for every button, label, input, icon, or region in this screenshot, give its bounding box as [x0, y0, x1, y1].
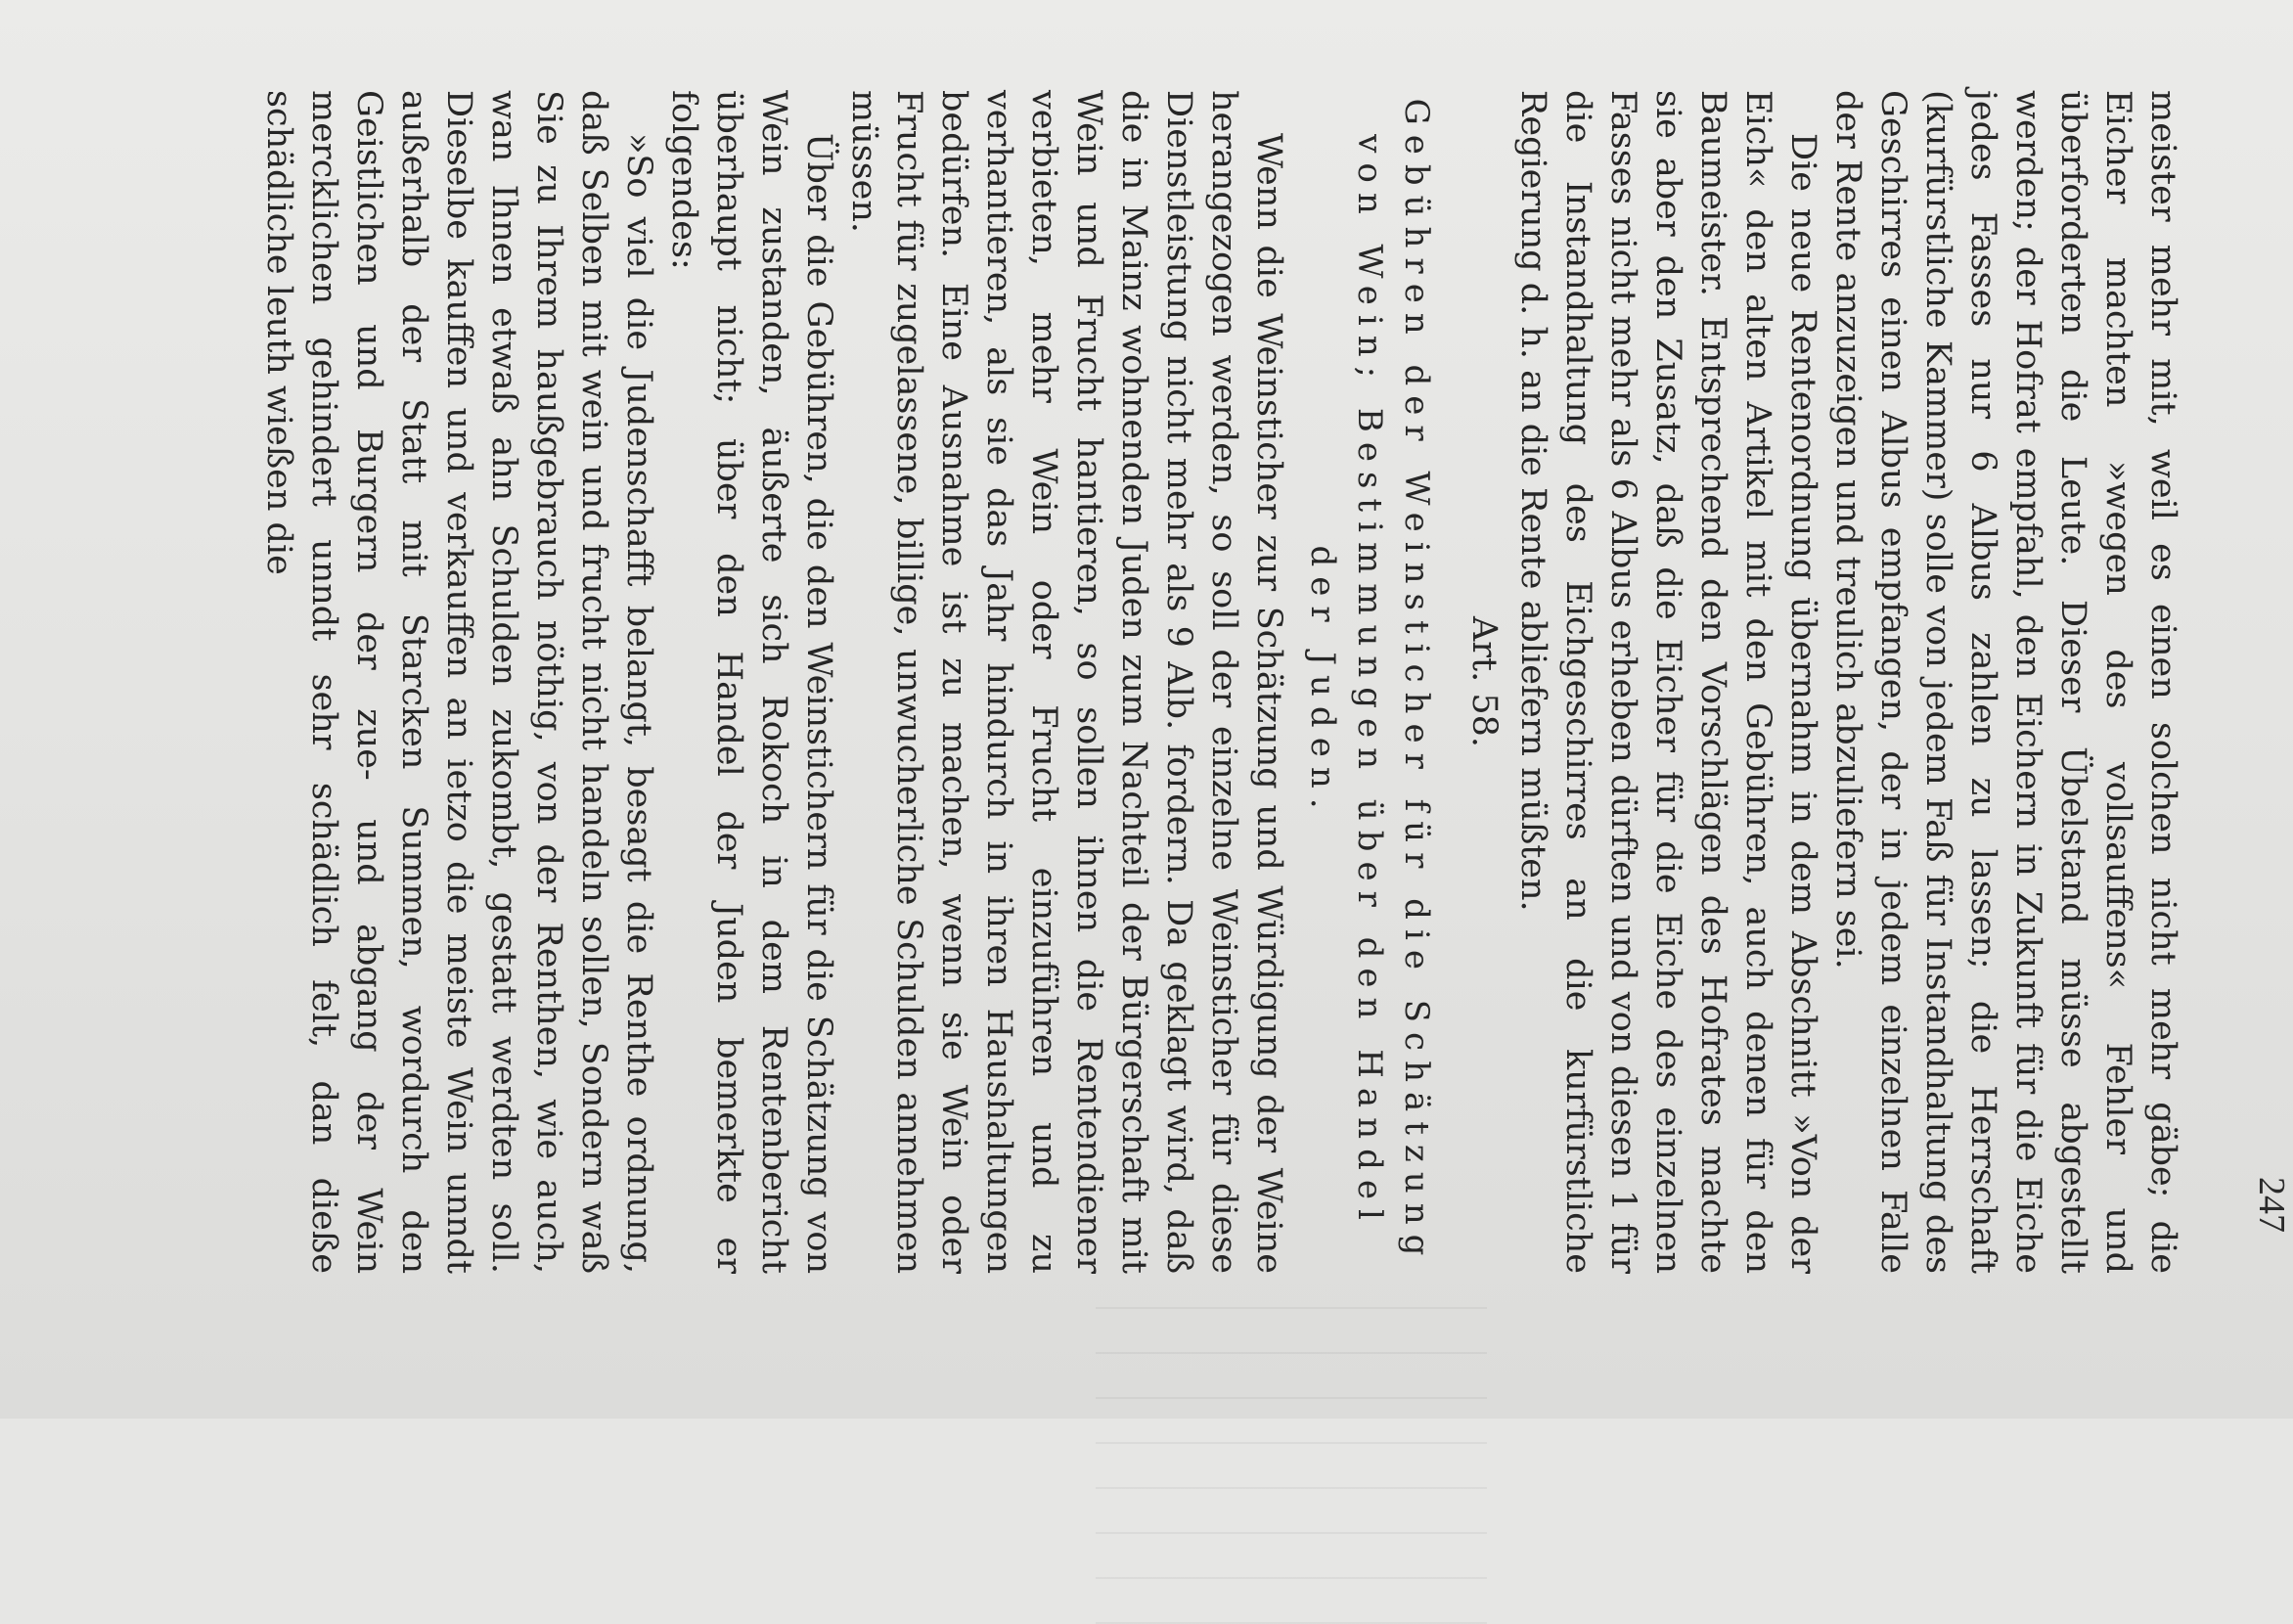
- paragraph-rokoch-report: Über die Gebühren, die den Weinstichern für die Schätzung von Wein zustanden, äußerte sich Rokoch in dem Rentenbericht überhaupt nicht; über den Handel der Juden bemerkte er folgendes:: [664, 90, 838, 1274]
- page-number: 247: [2251, 1177, 2292, 1233]
- paragraph-new-rentenordnung: Die neue Rentenordnung übernahm in dem Abschnitt »Von der Eich« den alten Artikel mit den Gebühren, auch denen für den Baumeister. Entsprechend den Vorschlägen des Hofrates machte sie aber den Zusatz, daß die Eicher für die Eiche des einzelnen Fasses nicht mehr als 6 Albus erheben dürften und von diesen 1 für die Instandhaltung des Eichgeschirres an die kurfürstliche Regierung d. h. an die Rente abliefern müßten.: [1513, 90, 1822, 1274]
- paragraph-quotation: »So viel die Judenschafft belangt, besagt die Renthe ordnung, daß Selben mit wein und frucht nicht handeln sollen, Sondern waß Sie zu Ihrem haußgebrauch nöthig, von der Renthen, wie auch, wan Ihnen etwaß ahn Schulden zukombt, gestatt werdten soll. Dieselbe kauffen und verkauffen an ietzo die meiste Wein unndt außerhalb der Statt mit Starcken Summen, wordurch den Geistlichen und Burgern der zue- und abgang der Wein mercklichen gehindert unndt sehr schädlich felt, dan dieße schädliche leuth wießen die: [259, 90, 658, 1274]
- page-body: [256, 90, 2185, 1274]
- article-label: Art. 58.: [1464, 616, 1504, 747]
- section-heading: Gebühren der Weinsticher für die Schätzung von Wein; Bestimmungen über den Handel der Juden.: [1303, 98, 1436, 1266]
- paragraph-eicher-fees: meister mehr mit, weil es einen solchen nicht mehr gäbe; die Eicher machten »wegen des vollsauffens« Fehler und überforderten die Leute. Dieser Übelstand müsse abgestellt werden; der Hofrat empfahl, den Eichern in Zukunft für die Eiche jedes Fasses nur 6 Albus zahlen zu lassen; die Herrschaft (kurfürstliche Kammer) solle von jedem Faß für Instandhaltung des Geschirres einen Albus empfangen, der in jedem einzelnen Falle der Rente anzuzeigen und treulich abzuliefern sei.: [1828, 90, 2182, 1274]
- paragraph-weinsticher: Wenn die Weinsticher zur Schätzung und Würdigung der Weine herangezogen werden, so soll der einzelne Weinsticher für diese Dienstleistung nicht mehr als 9 Alb. fordern. Da geklagt wird, daß die in Mainz wohnenden Juden zum Nachteil der Bürgerschaft mit Wein und Frucht hantieren, so sollen ihnen die Rentendiener verbieten, mehr Wein oder Frucht einzuführen und zu verhantieren, als sie das Jahr hindurch in ihren Haushaltungen bedürfen. Eine Ausnahme ist zu machen, wenn sie Wein oder Frucht für zugelassene, billige, unwucherliche Schulden annehmen müssen.: [844, 90, 1288, 1274]
